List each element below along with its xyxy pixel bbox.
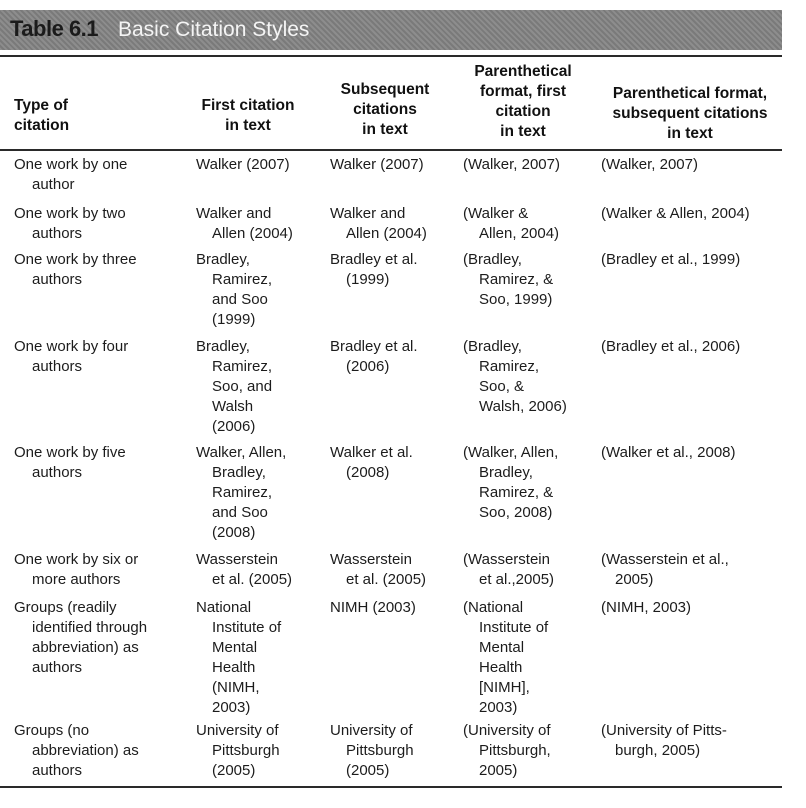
header-subsequent — [322, 80, 448, 140]
cell-line: (2006) — [346, 358, 390, 375]
cell-line: Bradley, — [196, 338, 250, 355]
table-cell-paren-first — [463, 155, 560, 175]
cell-line: University of — [196, 722, 279, 739]
cell-line: (NIMH, — [212, 679, 260, 696]
cell-line: Groups (no — [14, 722, 90, 739]
table-title: Basic Citation Styles — [118, 18, 310, 41]
cell-line: (2008) — [346, 464, 390, 481]
table-cell-type — [14, 337, 128, 377]
cell-line: One work by four — [14, 338, 129, 355]
header-line: in text — [225, 117, 271, 134]
table-cell-subsequent — [330, 443, 413, 483]
header-paren-subsequent — [598, 84, 782, 144]
table-cell-paren-first — [463, 337, 567, 417]
table-cell-paren-first — [463, 598, 548, 718]
cell-line: et al. (2005) — [346, 571, 427, 588]
cell-line: abbreviation) as — [32, 742, 139, 759]
cell-line: Soo, 2008) — [479, 504, 553, 521]
cell-line: Pittsburgh — [212, 742, 280, 759]
cell-line: Ramirez, & — [479, 271, 554, 288]
cell-line: author — [32, 176, 75, 193]
table-cell-subsequent — [330, 598, 416, 618]
cell-line: (Walker et al., 2008) — [601, 444, 736, 461]
cell-line: authors — [32, 225, 83, 242]
header-line: citation — [495, 103, 551, 120]
cell-line: One work by two — [14, 205, 126, 222]
table-cell-type — [14, 204, 126, 244]
cell-line: Walker and — [196, 205, 272, 222]
table-cell-paren-subsequent — [601, 155, 698, 175]
table-cell-paren-subsequent — [601, 204, 750, 224]
cell-line: Walsh, 2006) — [479, 398, 567, 415]
table-cell-subsequent — [330, 337, 418, 377]
cell-line: identified through — [32, 619, 148, 636]
table-cell-subsequent — [330, 550, 426, 590]
cell-line: authors — [32, 464, 83, 481]
cell-line: authors — [32, 358, 83, 375]
cell-line: Soo, 1999) — [479, 291, 553, 308]
cell-line: Ramirez, — [212, 271, 273, 288]
cell-line: (2006) — [212, 418, 256, 435]
cell-line: Institute of — [479, 619, 549, 636]
cell-line: (Walker, 2007) — [601, 156, 698, 173]
table-cell-first — [196, 598, 281, 718]
header-line: subsequent citations — [612, 105, 768, 122]
cell-line: Walker et al. — [330, 444, 413, 461]
cell-line: Walsh — [212, 398, 254, 415]
table-cell-type — [14, 250, 137, 290]
cell-line: Bradley et al. — [330, 251, 418, 268]
cell-line: Soo, & — [479, 378, 525, 395]
cell-line: Ramirez, — [479, 358, 540, 375]
cell-line: Allen, 2004) — [479, 225, 560, 242]
cell-line: Soo, and — [212, 378, 273, 395]
cell-line: Walker, Allen, — [196, 444, 287, 461]
header-type — [14, 96, 69, 136]
cell-line: Ramirez, — [212, 358, 273, 375]
cell-line: Pittsburgh, — [479, 742, 551, 759]
header-line: Type of — [14, 97, 68, 114]
cell-line: One work by three — [14, 251, 137, 268]
cell-line: et al. (2005) — [212, 571, 293, 588]
cell-line: et al.,2005) — [479, 571, 555, 588]
table-cell-paren-first — [463, 204, 559, 244]
table-cell-subsequent — [330, 155, 424, 175]
table-cell-type — [14, 550, 138, 590]
header-line: in text — [667, 125, 713, 142]
cell-line: (University of Pitts- — [601, 722, 727, 739]
header-rule — [0, 149, 782, 151]
cell-line: 2005) — [479, 762, 518, 779]
table-cell-paren-subsequent — [601, 550, 729, 590]
table-cell-first — [196, 721, 280, 781]
table-cell-first — [196, 337, 272, 437]
cell-line: Ramirez, — [212, 484, 273, 501]
cell-line: more authors — [32, 571, 121, 588]
cell-line: Bradley, — [479, 464, 533, 481]
cell-line: Walker (2007) — [330, 156, 424, 173]
cell-line: Bradley, — [196, 251, 250, 268]
table-cell-type — [14, 721, 139, 781]
cell-line: (Wasserstein — [463, 551, 550, 568]
table-title-banner — [0, 10, 782, 50]
cell-line: Ramirez, & — [479, 484, 554, 501]
bottom-rule — [0, 786, 782, 788]
table-cell-paren-first — [463, 443, 558, 523]
header-line: citations — [353, 101, 417, 118]
table-cell-first — [196, 155, 290, 175]
table-cell-type — [14, 598, 147, 678]
cell-line: Pittsburgh — [346, 742, 414, 759]
cell-line: One work by six or — [14, 551, 139, 568]
cell-line: Health — [479, 659, 523, 676]
cell-line: 2003) — [479, 699, 518, 716]
table-cell-type — [14, 443, 126, 483]
cell-line: Walker and — [330, 205, 406, 222]
header-line: Parenthetical format, — [612, 85, 768, 102]
table-cell-first — [196, 443, 286, 543]
cell-line: and Soo — [212, 291, 268, 308]
cell-line: (Walker & — [463, 205, 529, 222]
cell-line: (Walker, Allen, — [463, 444, 559, 461]
table-cell-paren-subsequent — [601, 337, 740, 357]
cell-line: (1999) — [212, 311, 256, 328]
cell-line: Mental — [479, 639, 525, 656]
cell-line: Institute of — [212, 619, 282, 636]
cell-line: 2005) — [615, 571, 654, 588]
cell-line: Health — [212, 659, 256, 676]
cell-line: Bradley, — [212, 464, 266, 481]
header-line: Parenthetical — [474, 63, 572, 80]
table-cell-subsequent — [330, 250, 418, 290]
cell-line: (Wasserstein et al., — [601, 551, 729, 568]
cell-line: (1999) — [346, 271, 390, 288]
top-rule — [0, 55, 782, 57]
cell-line: [NIMH], — [479, 679, 530, 696]
cell-line: University of — [330, 722, 413, 739]
cell-line: Allen (2004) — [346, 225, 427, 242]
cell-line: authors — [32, 271, 83, 288]
table-number: Table 6.1 — [10, 16, 99, 41]
cell-line: authors — [32, 762, 83, 779]
cell-line: burgh, 2005) — [615, 742, 701, 759]
cell-line: Bradley et al. — [330, 338, 418, 355]
header-line: in text — [362, 121, 408, 138]
table-cell-paren-first — [463, 721, 551, 781]
header-first — [188, 96, 308, 136]
cell-line: and Soo — [212, 504, 268, 521]
cell-line: Walker (2007) — [196, 156, 290, 173]
header-line: format, first — [479, 83, 567, 100]
table-cell-type — [14, 155, 127, 195]
table-cell-paren-subsequent — [601, 250, 740, 270]
cell-line: (University of — [463, 722, 551, 739]
cell-line: Allen (2004) — [212, 225, 293, 242]
table-cell-paren-first — [463, 550, 554, 590]
cell-line: One work by one — [14, 156, 128, 173]
header-paren-first — [458, 62, 588, 142]
cell-line: (Bradley et al., 1999) — [601, 251, 741, 268]
cell-line: authors — [32, 659, 83, 676]
cell-line: (2008) — [212, 524, 256, 541]
cell-line: Wasserstein — [330, 551, 412, 568]
cell-line: (Walker & Allen, 2004) — [601, 205, 750, 222]
cell-line: One work by five — [14, 444, 126, 461]
header-line: Subsequent — [340, 81, 430, 98]
cell-line: (2005) — [212, 762, 256, 779]
table-cell-subsequent — [330, 204, 427, 244]
cell-line: (Walker, 2007) — [463, 156, 560, 173]
cell-line: (Bradley, — [463, 338, 522, 355]
cell-line: (National — [463, 599, 524, 616]
table-cell-subsequent — [330, 721, 414, 781]
header-line: citation — [14, 117, 70, 134]
table-cell-paren-subsequent — [601, 443, 736, 463]
cell-line: (Bradley et al., 2006) — [601, 338, 741, 355]
table-cell-first — [196, 550, 292, 590]
cell-line: NIMH (2003) — [330, 599, 416, 616]
header-line: in text — [500, 123, 546, 140]
cell-line: 2003) — [212, 699, 251, 716]
table-cell-first — [196, 250, 272, 330]
cell-line: (2005) — [346, 762, 390, 779]
cell-line: (NIMH, 2003) — [601, 599, 692, 616]
table-cell-paren-first — [463, 250, 553, 310]
table-cell-paren-subsequent — [601, 598, 691, 618]
cell-line: Mental — [212, 639, 258, 656]
cell-line: abbreviation) as — [32, 639, 139, 656]
cell-line: National — [196, 599, 252, 616]
cell-line: Groups (readily — [14, 599, 117, 616]
cell-line: Wasserstein — [196, 551, 278, 568]
header-line: First citation — [201, 97, 295, 114]
cell-line: (Bradley, — [463, 251, 522, 268]
table-cell-paren-subsequent — [601, 721, 727, 761]
table-cell-first — [196, 204, 293, 244]
